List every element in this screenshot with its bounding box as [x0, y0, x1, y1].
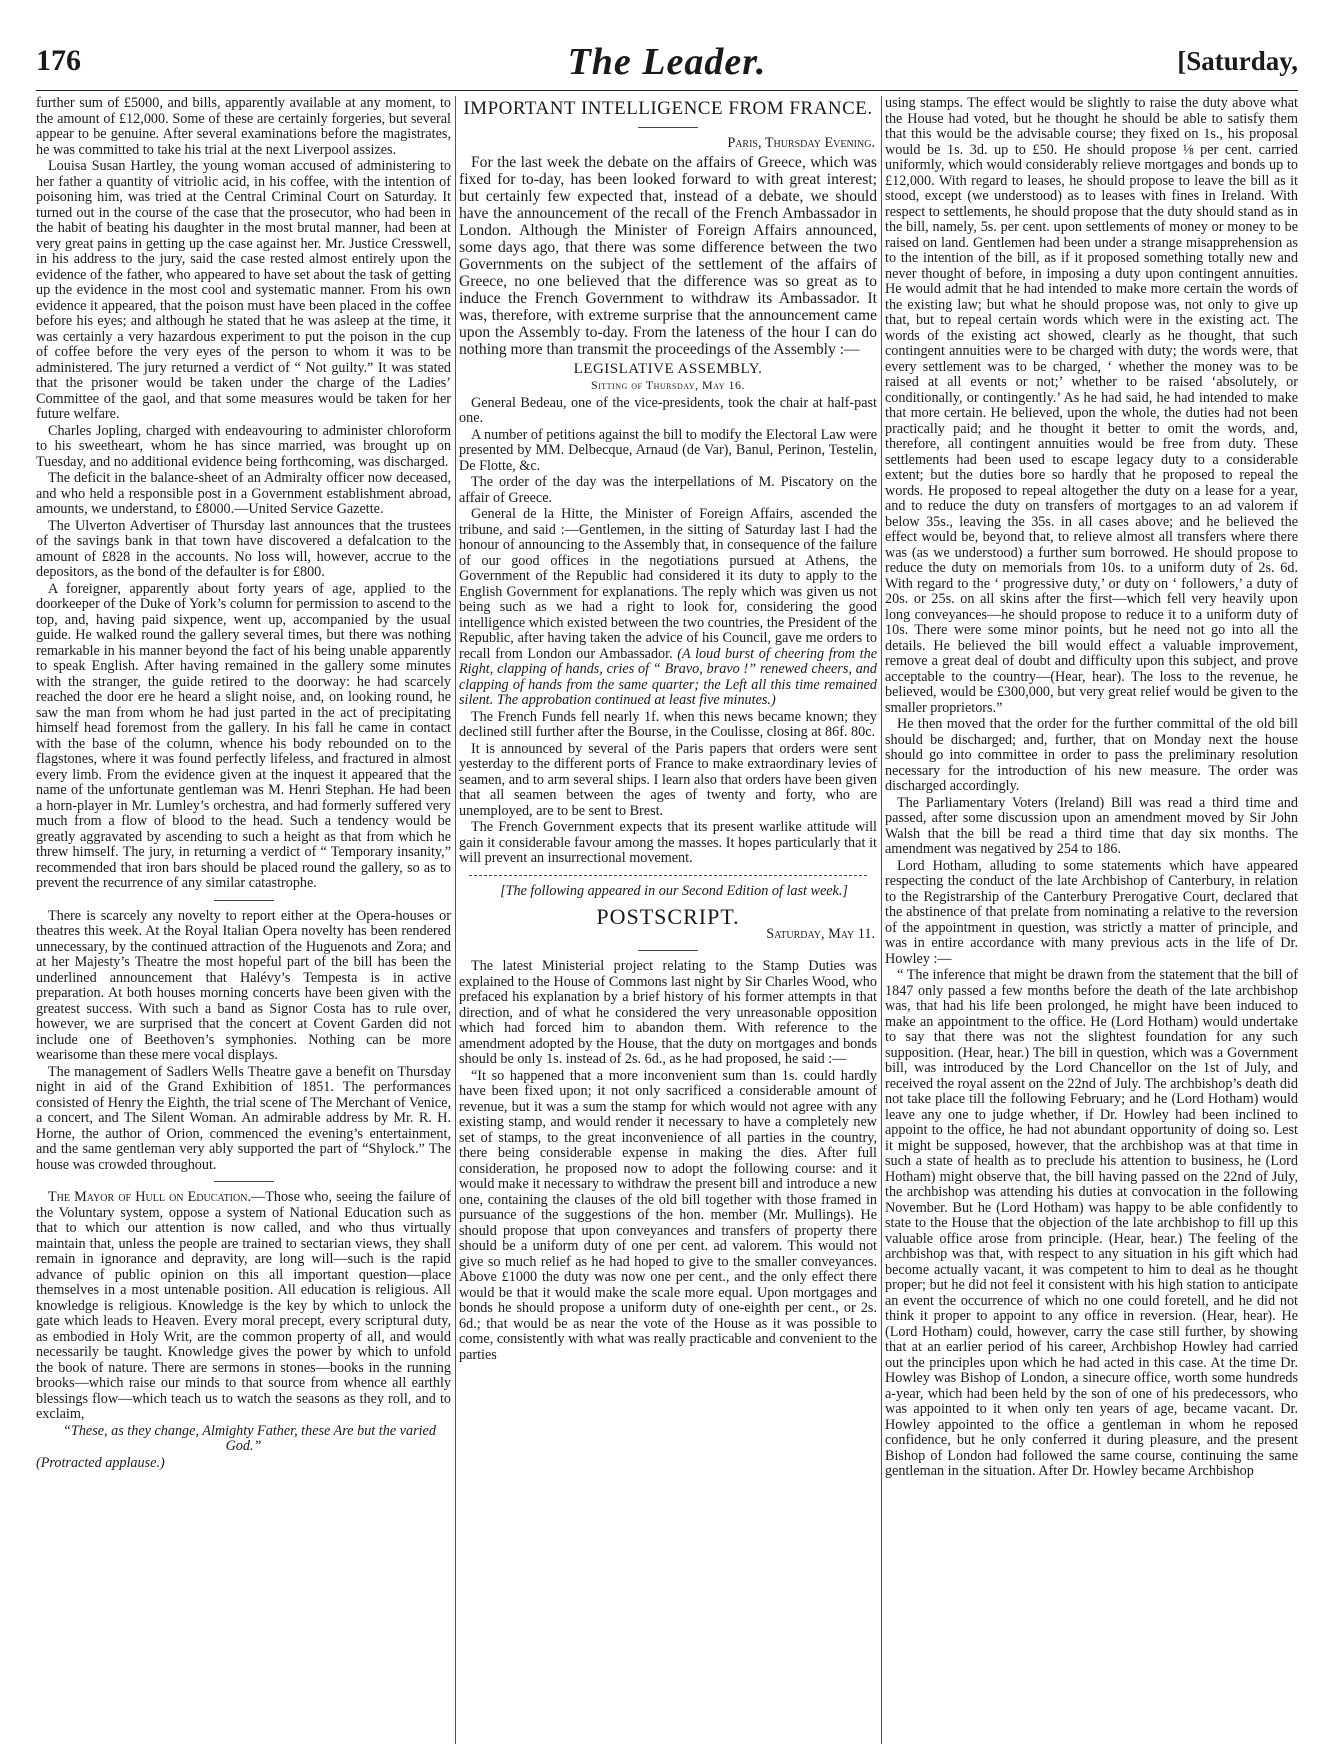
article-paragraph: The deficit in the balance-sheet of an Admiralty officer now deceased, and who held a responsible post in a Government establishment abroad, amounts, we understand, to £8000.—United Service Gazette.: [36, 470, 451, 517]
issue-day: [Saturday,: [1177, 46, 1298, 76]
article-paragraph: General Bedeau, one of the vice-presidents, took the chair at half-past one.: [459, 394, 877, 426]
postscript-date: Saturday, May 11.: [766, 925, 875, 942]
column-2: [459, 96, 877, 1744]
article-paragraph: The French Funds fell nearly 1f. when this news became known; they declined still further after the Bourse, in the Coulisse, closing at 86f. 80c.: [459, 708, 877, 740]
column-3: [885, 96, 1298, 1744]
page-number: 176: [36, 44, 81, 77]
article-paragraph: A number of petitions against the bill to modify the Electoral Law were presented by MM. Delbecque, Arnaud (de Var), Banul, Perinon, Testelin, De Flotte, &c.: [459, 426, 877, 474]
article-paragraph: The order of the day was the interpellations of M. Piscatory on the affair of Greece.: [459, 474, 877, 506]
section-separator: [214, 900, 274, 901]
article-paragraph: Louisa Susan Hartley, the young woman accused of administering to her father a quantity of vitriolic acid, in his coffee, with the intention of poisoning him, was tried at the Central Criminal Court on Saturday. It turned out in the course of the case that the prosecutor, who had been in the habit of beating his daughter in the most brutal manner, had been at very great pains in getting up the case against her. Mr. Justice Cresswell, in his address to the jury, said the case rested almost entirely upon the evidence of the father, who appeared to have set about the task of getting up the evidence in the most cool and systematic manner. From his own evidence it appeared, that the poison must have been placed in the coffee before his eyes; and although he stated that he was asleep at the time, it was certainly a very hazardous experiment to put the poison in the cup of coffee before the very eyes of the person to whom it was to be administered. The jury returned a verdict of “ Not guilty.” It was stated that the prisoner would be taken under the charge of the Ladies’ Committee of the gaol, and that some measures would be taken for her future welfare.: [36, 158, 451, 422]
column-rule-2: [881, 96, 882, 1744]
article-paragraph: The Parliamentary Voters (Ireland) Bill was read a third time and passed, after some discussion upon an amendment moved by Sir John Walsh that the bill be read a third time that day six months. The amendment was negatived by 254 to 186.: [885, 794, 1298, 857]
reaction-note: (A loud burst of cheering from the Right, clapping of hands, cries of “ Bravo, bravo !” renewed cheers, and clapping of hands from the same quarter; the Left all this time remained silent. The approbation continued at least five minutes.): [459, 645, 877, 708]
article-body: —Those who, seeing the failure of the Voluntary system, oppose a system of National Education such as that to which our attention is now called, and who thus virtually maintain that, unless the people are trained to sectarian views, they shall remain in ignorance and depravity, are long will—such is the rapid advance of public opinion on this all important question—place themselves in a most untenable position. All education is religious. All knowledge is religious. Knowledge is the key by which to unlock the gate which leads to Heaven. Every moral precept, every scriptural duty, as embodied in Holy Writ, are the common property of all, and would necessarily be taught. Knowledge gives the power by which to unfold the book of nature. There are sermons in stones—books in the running brooks—which raise our minds to that source from whence all earthly blessings flow—which teach us to watch the seasons as they roll, and to exclaim,: [36, 1189, 451, 1422]
article-paragraph: The management of Sadlers Wells Theatre gave a benefit on Thursday night in aid of the Grand Exhibition of 1851. The performances consisted of Henry the Eighth, the trial scene of The Merchant of Venice, a concert, and The Silent Woman. An admirable address by Mr. R. H. Horne, the author of Orion, commenced the evening’s entertainment, and the same gentleman very ably supported the part of “Shylock.” The house was crowded throughout.: [36, 1063, 451, 1173]
article-paragraph: The Ulverton Advertiser of Thursday last announces that the trustees of the savings bank in that town have discovered a defalcation to the amount of £828 in the accounts. No loss will, however, accrue to the depositors, as the bond of the defaulter is for £800.: [36, 517, 451, 580]
article-paragraph: Charles Jopling, charged with endeavouring to administer chloroform to his sweetheart, whom he has since married, was brought up on Tuesday, and no additional evidence being forthcoming, was discharged.: [36, 422, 451, 470]
column-rule-1: [455, 96, 456, 1744]
article-headline: IMPORTANT INTELLIGENCE FROM FRANCE.: [463, 98, 873, 119]
article-paragraph: [36, 1190, 451, 1423]
article-paragraph: There is scarcely any novelty to report either at the Opera-houses or theatres this week. At the Royal Italian Opera novelty has been rendered unnecessary, by the continued attraction of the Huguenots and Zora; and at her Majesty’s Theatre the most hopeful part of the bill has been the underlined announcement that Halévy’s Tempesta is in active preparation. At both houses morning concerts have been given with the greatest success. With such a band as Signor Costa has to rule over, however, we are surprised that the concert at Covent Garden did not include one of Beethoven’s symphonies. Nothing can be more wearisome than these mere vocal displays.: [36, 907, 451, 1063]
applause-note: (Protracted applause.): [36, 1454, 165, 1471]
section-heading: LEGISLATIVE ASSEMBLY.: [573, 360, 763, 377]
section-separator: [638, 127, 698, 128]
edition-note: [The following appeared in our Second Edition of last week.]: [500, 882, 848, 899]
article-paragraph: “It so happened that a more inconvenient sum than 1s. could hardly have been fixed upon; it not only sacrificed a considerable amount of revenue, but it was a sum the stamp for which would not agree with any existing stamp, and would render it necessary to have a completely new set of stamps, to the great inconvenience of all parties in the country, there being considerable expense in making the dies. After full consideration, he proposed now to adopt the following course: and it would make it necessary to withdraw the present bill and introduce a new one, containing the clauses of the old bill together with those framed in pursuance of the suggestions of the hon. member (Mr. Mullings). He should propose that upon conveyances and transfers of property there should be a uniform duty of one per cent. ad valorem. This would not give so much relief as he had hoped to give to the smaller conveyances. Above £1000 the duty was now one per cent., and the only effect there would be that it would make the scale more equal. Upon mortgages and bonds he should propose a uniform duty of one-eighth per cent., or 2s. 6d.; that would be as near the vote of the House as it was possible to come, consistently with what was really practicable and convenient to the parties: [459, 1067, 877, 1363]
masthead: The Leader.: [567, 41, 767, 83]
section-separator: [214, 1181, 274, 1182]
article-paragraph: A foreigner, apparently about forty years of age, applied to the doorkeeper of the Duke of York’s column for permission to ascend to the top, and, having paid sixpence, went up, accompanied by the usual guide. He walked round the gallery several times, but there was nothing remarkable in his manner beyond the fact of his being unable apparently to speak English. After having remained in the gallery some minutes with the stranger, the guide retired to the doorway: he had scarcely reached the door ere he heard a slight noise, and, on looking round, he saw the man from whom he had just parted in the act of precipitating himself head foremost from the gallery. In his fall he came in contact with the base of the column, whence his body rebounded on to the flagstones, where it was found perfectly lifeless, and fractured in almost every limb. From the evidence given at the inquest it appeared that the name of the unfortunate gentleman was M. Henri Stephan. He had been a horn-player in Mr. Lumley’s orchestra, and had formerly suffered very much from a flow of blood to the head. Such a tendency would be greatly aggravated by ascending to such a height as that from which he threw himself. The jury, in returning a verdict of “ Temporary insanity,” recommended that iron bars should be placed round the gallery, so as to prevent the recurrence of any similar catastrophe.: [36, 580, 451, 891]
article-title: The Mayor of Hull on Education.: [48, 1189, 251, 1205]
article-body: General de la Hitte, the Minister of Foreign Affairs, ascended the tribune, and said :—Gentlemen, in the sitting of Saturday last I had the honour of announcing to the Assembly that, in consequence of the failure of our good offices in the negotiations pursued at Athens, the Government of the Republic had considered it its duty to apply to the English Government for explanations. The reply which was given us not being such as we had a right to look for, considering the good intelligence which existed between the two countries, the President of the Republic, after having taken the advice of his Council, gave me orders to recall from London our Ambassador.: [459, 506, 877, 662]
article-paragraph: “ The inference that might be drawn from the statement that the bill of 1847 only passed a few months before the death of the late archbishop was, that had his life been prolonged, he might have been induced to make an appointment to the office. He (Lord Hotham) would undertake to say that there was not the slightest foundation for any such supposition. (Hear, hear.) The bill in question, which was a Government bill, was introduced by the Lord Chancellor on the 1st of July, and received the royal assent on the 22nd of July. The archbishop’s death did not take place till the following February; and he (Lord Hotham) would leave any one to judge whether, if Dr. Howley had been inclined to appoint to the office, he had not abundant opportunity of doing so. Lest it might be supposed, however, that the archbishop was at that time in such a state of health as to preclude his attention to business, he (Lord Hotham) might observe that, the bill having passed on the 22nd of July, the archbishop was attending his duties at convocation in the following November. But he (Lord Hotham) was happy to be able confidently to state to the House that the objection of the late archbishop to fill up this valuable office arose from principle. (Hear, hear.) The feeling of the archbishop was that, with respect to any situation in his gift which had become actually vacant, it was competent to him to deal as he thought proper; but he did not feel it consistent with his high station to anticipate an event the occurrence of which no one could foretell, and he did not think it proper to appoint to any office in reversion. (Hear, hear). He (Lord Hotham) could, however, carry the case still further, by showing that at an earlier period of his career, Archbishop Howley had carried out the principles upon which he had acted in this case. At the time Dr. Howley was Bishop of London, a sinecure office, worth some hundreds a-year, which had been held by the son of one of his predecessors, who was appointed to it when only ten years of age, became vacant. Dr. Howley appointed to the office a gentleman in whom he reposed confidence, but he only conferred it during pleasure, and the present Bishop of London had followed the same course, continuing the same gentleman in the situation. After Dr. Howley became Archbishop: [885, 967, 1298, 1479]
postscript-heading: POSTSCRIPT.: [596, 904, 740, 929]
sitting-date: Sitting of Thursday, May 16.: [590, 378, 746, 392]
column-1: [36, 96, 451, 1744]
article-paragraph: He then moved that the order for the further committal of the old bill should be discharged; and, further, that on Monday next the house should go into committee in order to pass the preliminary resolution necessary for the introduction of his new measure. The order was discharged accordingly.: [885, 716, 1298, 794]
article-paragraph: using stamps. The effect would be slightly to raise the duty above what the House had voted, but he thought he should be able to satisfy them that this would be the advisable course; they fixed on 1s., his proposal would be 1s. 3d. up to £50. He should propose ⅛ per cent. carried uniformly, which would considerably relieve mortgages and bonds up to £12,000. With regard to leases, he should propose to leave the bill as it stood, except (we understood) as to leases with fines in Ireland. With respect to settlements, he should propose that the duty should stand as in the bill, namely, 5s. per cent. upon settlements of money or money to be raised on land. Gentlemen had been under a strange misapprehension as to the intention of the bill, as if it proposed something totally new and never thought of before, in imposing a duty upon contingent annuities. He would admit that he had intended to make more certain the words of the existing law; but what he should propose was, not only to give up that, but to repeal certain words which were in the existing act. The words of the existing act showed, clearly as he thought, that such contingent annuities were to be charged with duty; the words were, that every settlement was to be charged, ‘ whether the money was to be raised at all events or not;’ whether to be raised ‘absolutely, or conditionally, or contingently.’ As he had said, he had intended to make that more certain. He believed, upon the whole, the duties had not been practically paid; and he thought it better to omit the words, and, therefore, all contingent annuities would be free from duty. These settlements had been used to escape legacy duty to a considerable extent; but the duties bore so hardly that he proposed to repeal the words. He proposed to repeal altogether the duty on a lease for a year, and to reduce the duty on transfers of mortgages to an ad valorem if below 35s., leaving the 35s. in all cases above; and he believed the effect would be, beyond that, to relieve almost all transfers where there was (as we understood) a further sum borrowed. He should propose to reduce the duty on memorials from 10s. to a uniform duty of 2s. 6d. With regard to the ‘ progressive duty,’ or duty on ‘ followers,’ a duty of 20s. or 25s. on all skins after the first—which fell very heavily upon long conveyances—he should propose to reduce it to a uniform duty of 10s. There were some minor points, but he need not go into all the details. He believed the bill would effect a valuable improvement, remove a great deal of doubt and difficulty upon this subject, and prove acceptable to the country—(Hear, hear). The loss to the revenue, he believed, would be £300,000, but very great relief would be given to the smaller proprietors.”: [885, 96, 1298, 716]
verse-quote: “These, as they change, Almighty Father, these Are but the varied God.”: [63, 1422, 436, 1454]
section-separator: [638, 950, 698, 951]
article-paragraph: The French Government expects that its present warlike attitude will gain it considerable favour among the masses. It hopes particularly that it will prevent an insurrectional movement.: [459, 819, 877, 866]
dateline: Paris, Thursday Evening.: [727, 135, 875, 151]
page-header: [36, 41, 1298, 84]
article-paragraph: The latest Ministerial project relating to the Stamp Duties was explained to the House of Commons last night by Sir Charles Wood, who prefaced his explanation by a brief history of his former attempts in that direction, and of what he considered the very unreasonable opposition which had forced him to abandon them. With reference to the amendment adopted by the House, that the duty on mortgages and bonds should be only 1s. instead of 2s. 6d., as he had proposed, he said :—: [459, 958, 877, 1067]
article-paragraph: further sum of £5000, and bills, apparently available at any moment, to the amount of £12,000. Some of these are certainly forgeries, but several appear to be genuine. After several examinations before the magistrates, he was committed to take his trial at the next Liverpool assizes.: [36, 96, 451, 158]
article-paragraph: Lord Hotham, alluding to some statements which have appeared respecting the conduct of the late Archbishop of Canterbury, in relation to the Registrarship of the Canterbury Prerogative Court, declared that the abstinence of that prelate from nominating a relative to the reversion of the appointment in question, was strictly a matter of principle, and was in entire accordance with many previous acts in the life of Dr. Howley :—: [885, 857, 1298, 967]
header-rule: [36, 90, 1298, 91]
section-separator: [469, 875, 866, 876]
article-paragraph: [459, 507, 877, 709]
article-paragraph: For the last week the debate on the affairs of Greece, which was fixed for to-day, has been looked forward to with great interest; but certainly few expected that, instead of a debate, we should have the announcement of the recall of the French Ambassador in London. Although the Minister of Foreign Affairs announced, some days ago, that there was some difference between the two Governments on the subject of the settlement of the affairs of Greece, no one believed that the difference was so great as to induce the French Government to withdraw its Ambassador. It was, therefore, with extreme surprise that the announcement came upon the Assembly to-day. From the lateness of the hour I can do nothing more than transmit the proceedings of the Assembly :—: [459, 153, 877, 358]
article-paragraph: It is announced by several of the Paris papers that orders were sent yesterday to the different ports of France to make extraordinary levies of seamen, and to arm several ships. I learn also that orders have been given that all seamen between the ages of twenty and forty, who are unemployed, are to be sent to Brest.: [459, 740, 877, 819]
